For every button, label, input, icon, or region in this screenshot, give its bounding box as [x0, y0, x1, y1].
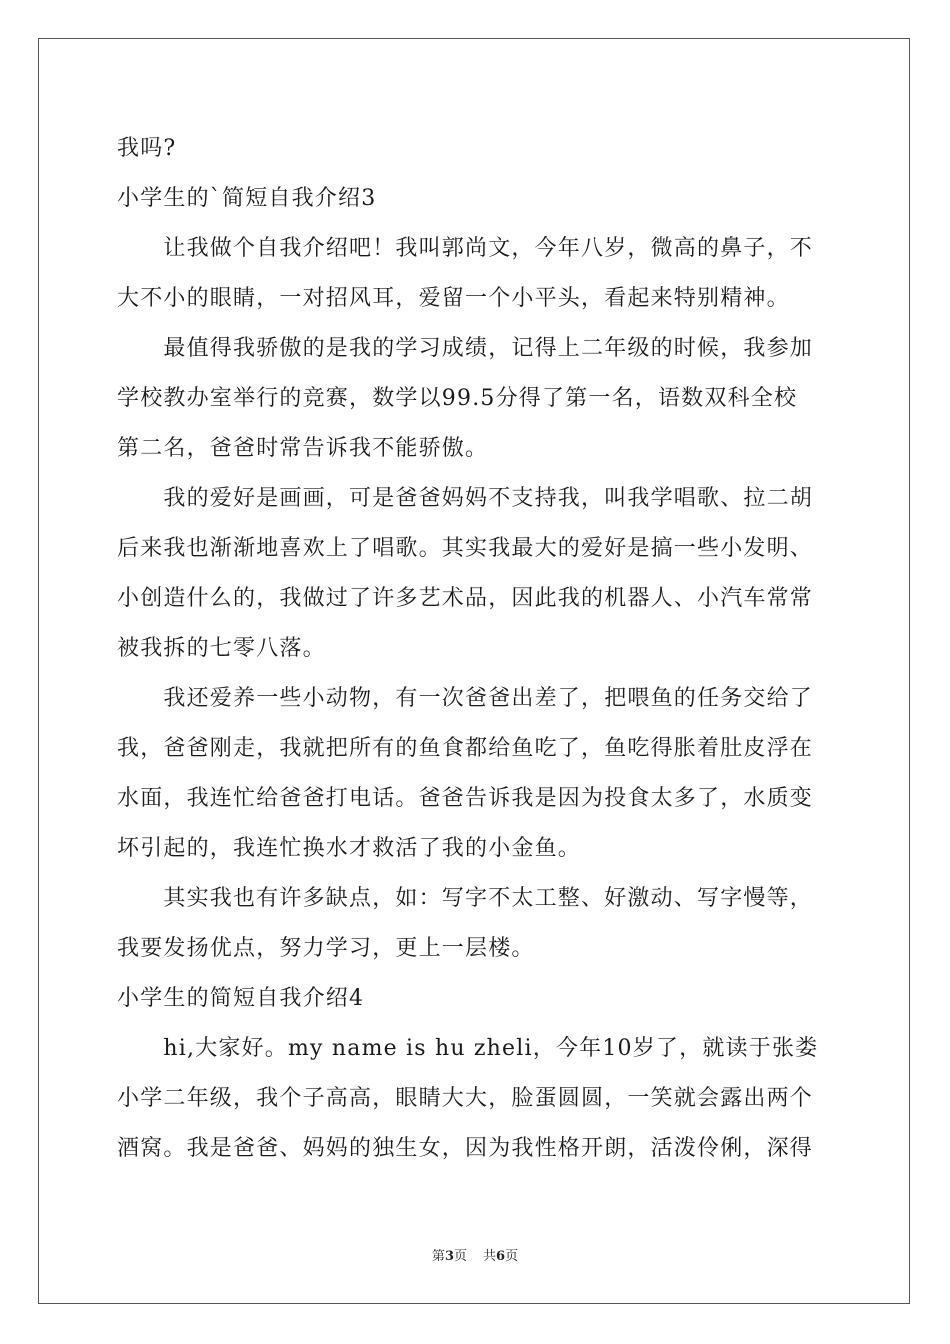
text-line: 让我做个自我介绍吧！我叫郭尚文，今年八岁，微高的鼻子，不	[117, 236, 814, 261]
page-number-current: 3	[444, 1249, 454, 1264]
document-body	[117, 124, 837, 1174]
text-line: 酒窝。我是爸爸、妈妈的独生女，因为我性格开朗，活泼伶俐，深得	[117, 1136, 814, 1161]
text-line: 被我拆的七零八落。	[117, 636, 326, 661]
text-line: 大不小的眼睛，一对招风耳，爱留一个小平头，看起来特别精神。	[117, 286, 790, 311]
text-line: 小创造什么的，我做过了许多艺术品，因此我的机器人、小汽车常常	[117, 586, 814, 611]
page-number-suffix: 页	[453, 1249, 467, 1264]
section-heading: 小学生的简短自我介绍4	[117, 986, 365, 1011]
text-line: 我的爱好是画画，可是爸爸妈妈不支持我，叫我学唱歌、拉二胡	[117, 486, 814, 511]
page-total-prefix: 共	[483, 1249, 497, 1264]
text-line: 小学二年级，我个子高高，眼睛大大，脸蛋圆圆，一笑就会露出两个	[117, 1086, 814, 1111]
text-line: 坏引起的，我连忙换水才救活了我的小金鱼。	[117, 836, 582, 861]
text-line: 后来我也渐渐地喜欢上了唱歌。其实我最大的爱好是搞一些小发明、	[117, 536, 814, 561]
text-line: 我要发扬优点，努力学习，更上一层楼。	[117, 936, 535, 961]
page-number-prefix: 第	[431, 1249, 445, 1264]
text-line: 其实我也有许多缺点，如：写字不太工整、好激动、写字慢等，	[117, 886, 814, 911]
text-line: hi,大家好。my name is hu zheli，今年10岁了，就读于张娄	[117, 1036, 819, 1061]
text-line: 第二名，爸爸时常告诉我不能骄傲。	[117, 436, 489, 461]
text-line: 我，爸爸刚走，我就把所有的鱼食都给鱼吃了，鱼吃得胀着肚皮浮在	[117, 736, 814, 761]
section-heading: 小学生的`简短自我介绍3	[117, 186, 377, 211]
text-line: 水面，我连忙给爸爸打电话。爸爸告诉我是因为投食太多了，水质变	[117, 786, 814, 811]
page-total-suffix: 页	[505, 1249, 519, 1264]
text-line: 我吗?	[117, 136, 177, 161]
text-line: 我还爱养一些小动物，有一次爸爸出差了，把喂鱼的任务交给了	[117, 686, 814, 711]
page-footer	[0, 1245, 950, 1264]
page-total: 6	[496, 1249, 506, 1264]
text-line: 学校教办室举行的竞赛，数学以99.5分得了第一名，语数双科全校	[117, 386, 798, 411]
text-line: 最值得我骄傲的是我的学习成绩，记得上二年级的时候，我参加	[117, 336, 814, 361]
